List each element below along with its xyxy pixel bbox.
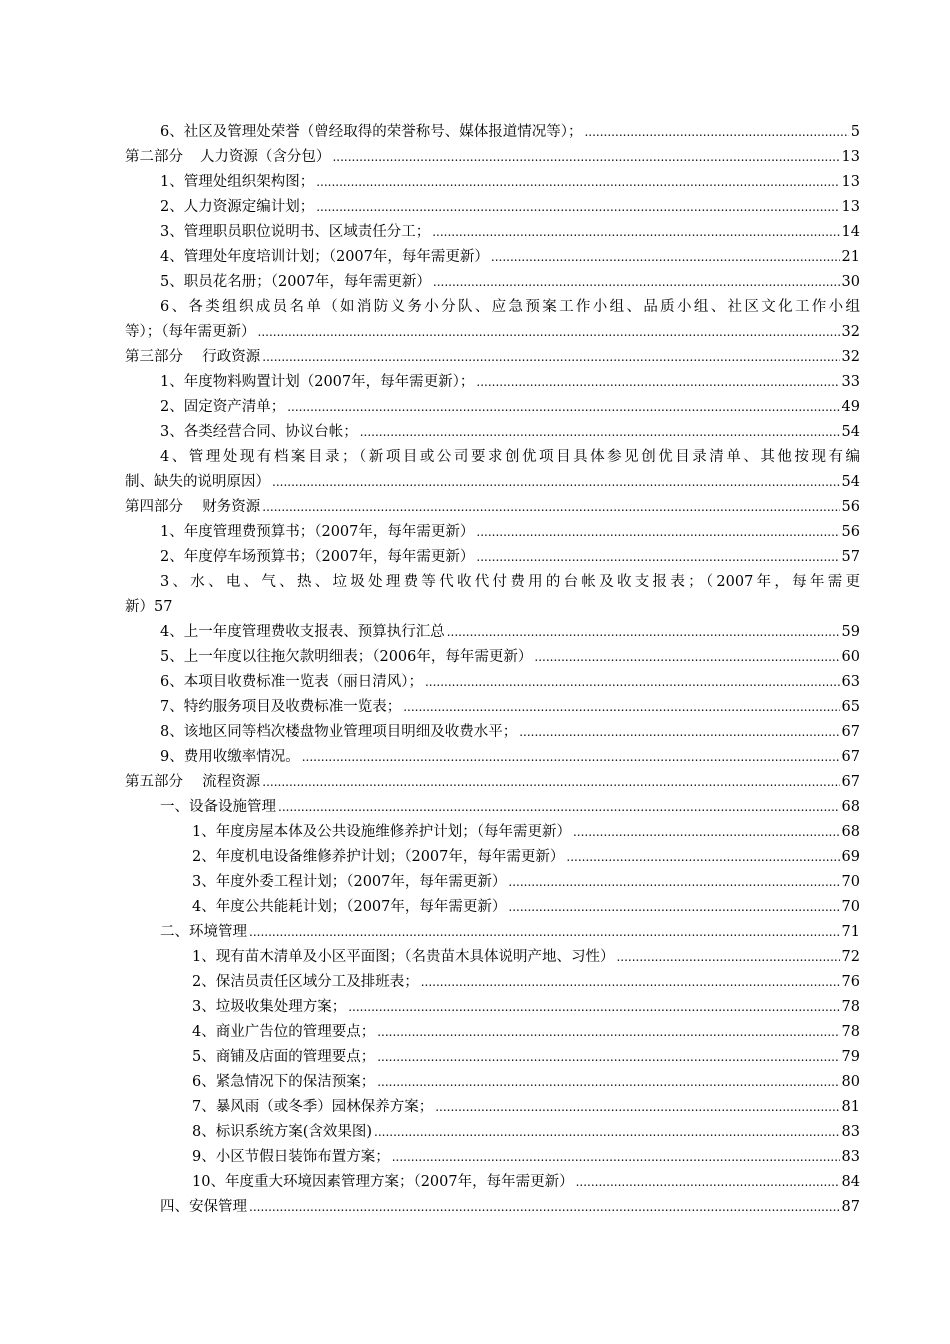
toc-part-label: 第五部分 <box>125 774 183 790</box>
toc-entry-text: 3、各类经营合同、协议台帐； <box>160 424 358 440</box>
toc-page-number: 21 <box>841 249 860 265</box>
toc-page-number: 14 <box>841 224 860 240</box>
dot-leader <box>262 345 839 370</box>
toc-entry-text: 四、安保管理 <box>160 1199 247 1215</box>
toc-page-number: 32 <box>841 324 860 340</box>
toc-entry <box>192 1095 860 1120</box>
dot-leader <box>258 320 840 345</box>
dot-leader <box>435 1095 839 1120</box>
toc-entry <box>192 970 860 995</box>
toc-page-number: 30 <box>841 274 860 290</box>
toc-entry-text: 4、上一年度管理费收支报表、预算执行汇总 <box>160 624 445 640</box>
toc-entry <box>160 120 860 145</box>
toc-entry <box>125 570 860 620</box>
toc-entry <box>160 520 860 545</box>
toc-part-label: 第四部分 <box>125 499 183 515</box>
dot-leader <box>432 220 839 245</box>
toc-entry-text: 7、特约服务项目及收费标准一览表； <box>160 699 402 715</box>
dot-leader <box>377 1020 839 1045</box>
toc-entry <box>160 670 860 695</box>
toc-entry <box>192 870 860 895</box>
toc-page-number: 79 <box>841 1049 860 1065</box>
toc-entry-text: 2、固定资产清单； <box>160 399 286 415</box>
toc-part-label: 第三部分 <box>125 349 183 365</box>
dot-leader <box>576 1170 840 1195</box>
toc-entry <box>160 645 860 670</box>
toc-page-number: 69 <box>841 849 860 865</box>
toc-page-number: 5 <box>850 124 860 140</box>
toc-entry-text: 8、标识系统方案(含效果图) <box>192 1124 373 1140</box>
toc-entry-text: 1、年度物料购置计划（2007年，每年需更新）； <box>160 374 475 390</box>
toc-page-number: 57 <box>841 549 860 565</box>
toc-entry-text: 等）；（每年需更新） <box>125 324 256 340</box>
toc-page-number: 67 <box>841 749 860 765</box>
toc-page-number: 76 <box>841 974 860 990</box>
toc-entry <box>192 845 860 870</box>
toc-page-number: 78 <box>841 999 860 1015</box>
toc-entry-text: 人力资源（含分包） <box>199 149 331 165</box>
toc-entry <box>160 1195 860 1220</box>
toc-entry-text: 3、年度外委工程计划；（2007年，每年需更新） <box>192 874 507 890</box>
toc-entry <box>160 220 860 245</box>
toc-page-number: 49 <box>841 399 860 415</box>
toc-entry-text: 流程资源 <box>202 774 261 790</box>
dot-leader <box>262 495 839 520</box>
toc-entry-text: 行政资源 <box>202 349 261 365</box>
toc-entry <box>192 945 860 970</box>
toc-page-number: 33 <box>841 374 860 390</box>
dot-leader <box>508 870 839 895</box>
toc-entry <box>192 820 860 845</box>
toc-page-number: 83 <box>841 1149 860 1165</box>
dot-leader <box>447 620 840 645</box>
toc-page-number: 13 <box>841 149 860 165</box>
toc-entry-text: 一、设备设施管理 <box>160 799 276 815</box>
dot-leader <box>491 245 840 270</box>
toc-entry-text: 二、环境管理 <box>160 924 247 940</box>
toc-entry-text: 5、商铺及店面的管理要点； <box>192 1049 376 1065</box>
toc-page-number: 54 <box>841 424 860 440</box>
toc-entry-text: 10、年度重大环境因素管理方案；（2007年，每年需更新） <box>192 1174 574 1190</box>
toc-page-number: 70 <box>841 874 860 890</box>
toc-entry <box>160 370 860 395</box>
toc-entry-text: 6、各类组织成员名单（如消防义务小分队、应急预案工作小组、品质小组、社区文化工作小组 <box>160 299 860 315</box>
dot-leader <box>519 720 839 745</box>
toc-entry <box>160 195 860 220</box>
dot-leader <box>348 995 839 1020</box>
dot-leader <box>374 1120 840 1145</box>
toc-entry <box>160 420 860 445</box>
toc-entry <box>192 895 860 920</box>
toc-entry <box>192 1070 860 1095</box>
toc-entry <box>192 1020 860 1045</box>
toc-entry-text: 2、保洁员责任区域分工及排班表； <box>192 974 419 990</box>
toc-entry-text: 5、上一年度以往拖欠款明细表；（2006年，每年需更新） <box>160 649 533 665</box>
dot-leader <box>262 770 839 795</box>
toc-page-number: 80 <box>841 1074 860 1090</box>
toc-entry <box>160 795 860 820</box>
toc-entry <box>160 245 860 270</box>
toc-page-number: 13 <box>841 174 860 190</box>
dot-leader <box>316 170 839 195</box>
dot-leader <box>278 795 840 820</box>
toc-entry-text: 1、年度房屋本体及公共设施维修养护计划；（每年需更新） <box>192 824 571 840</box>
toc-entry <box>160 170 860 195</box>
toc-entry <box>192 1120 860 1145</box>
toc-entry-text: 9、费用收缴率情况。 <box>160 749 300 765</box>
toc-entry <box>160 395 860 420</box>
toc-entry-text: 4、管理处年度培训计划；（2007年，每年需更新） <box>160 249 489 265</box>
toc-entry <box>192 1045 860 1070</box>
dot-leader <box>316 195 839 220</box>
toc-page-number: 83 <box>841 1124 860 1140</box>
dot-leader <box>573 820 840 845</box>
toc-entry-text: 4、年度公共能耗计划；（2007年，每年需更新） <box>192 899 507 915</box>
toc-entry-text: 1、现有苗木清单及小区平面图；（名贵苗木具体说明产地、习性） <box>192 949 615 965</box>
toc-part-label: 第二部分 <box>125 149 183 165</box>
toc-entry-text: 7、暴风雨（或冬季）园林保养方案； <box>192 1099 434 1115</box>
toc-entry <box>192 1145 860 1170</box>
toc-page-number: 13 <box>841 199 860 215</box>
toc-entry-text: 1、年度管理费预算书；（2007年，每年需更新） <box>160 524 475 540</box>
dot-leader <box>476 520 839 545</box>
toc-page-number: 87 <box>841 1199 860 1215</box>
dot-leader <box>377 1045 839 1070</box>
dot-leader <box>584 120 848 145</box>
dot-leader <box>508 895 839 920</box>
toc-page-number: 57 <box>154 599 173 615</box>
toc-entry-text: 3、管理职员职位说明书、区域责任分工； <box>160 224 431 240</box>
dot-leader <box>392 1145 840 1170</box>
dot-leader <box>534 645 839 670</box>
toc-entry-text: 3、垃圾收集处理方案； <box>192 999 347 1015</box>
toc-entry-text: 新） <box>125 599 154 615</box>
toc-entry-text: 2、年度停车场预算书；（2007年，每年需更新） <box>160 549 475 565</box>
dot-leader <box>249 920 840 945</box>
dot-leader <box>421 970 840 995</box>
toc-entry-text: 9、小区节假日装饰布置方案； <box>192 1149 390 1165</box>
toc-entry <box>160 545 860 570</box>
toc-entry <box>192 1170 860 1195</box>
toc-part-heading <box>125 495 860 520</box>
table-of-contents <box>0 120 950 1220</box>
dot-leader <box>249 1195 840 1220</box>
dot-leader <box>302 745 840 770</box>
toc-page-number: 84 <box>841 1174 860 1190</box>
toc-entry-text: 6、社区及管理处荣誉（曾经取得的荣誉称号、媒体报道情况等）； <box>160 124 583 140</box>
toc-page-number: 70 <box>841 899 860 915</box>
toc-entry <box>160 620 860 645</box>
dot-leader <box>360 420 840 445</box>
toc-page-number: 68 <box>841 824 860 840</box>
toc-part-heading <box>125 145 860 170</box>
dot-leader <box>476 370 839 395</box>
dot-leader <box>287 395 839 420</box>
dot-leader <box>425 670 840 695</box>
toc-entry-text: 4、管理处现有档案目录；（新项目或公司要求创优项目具体参见创优目录清单、其他按现有编 <box>160 449 860 465</box>
toc-entry <box>160 270 860 295</box>
toc-entry-text: 2、年度机电设备维修养护计划；（2007年，每年需更新） <box>192 849 565 865</box>
dot-leader <box>566 845 839 870</box>
toc-entry <box>160 695 860 720</box>
toc-page-number: 56 <box>841 524 860 540</box>
toc-entry-text: 3、水、电、气、热、垃圾处理费等代收代付费用的台帐及收支报表；（2007年，每年需更 <box>160 574 860 590</box>
dot-leader <box>403 695 839 720</box>
toc-entry-text: 4、商业广告位的管理要点； <box>192 1024 376 1040</box>
dot-leader <box>476 545 839 570</box>
toc-page-number: 81 <box>841 1099 860 1115</box>
toc-page-number: 78 <box>841 1024 860 1040</box>
toc-page-number: 59 <box>841 624 860 640</box>
toc-entry-text: 2、人力资源定编计划； <box>160 199 315 215</box>
toc-page-number: 32 <box>841 349 860 365</box>
toc-page-number: 65 <box>841 699 860 715</box>
toc-entry-text: 8、该地区同等档次楼盘物业管理项目明细及收费水平； <box>160 724 518 740</box>
toc-entry-text: 6、本项目收费标准一览表（丽日清风）； <box>160 674 423 690</box>
toc-page-number: 71 <box>841 924 860 940</box>
toc-entry-text: 5、职员花名册；（2007年，每年需更新） <box>160 274 431 290</box>
toc-page-number: 72 <box>841 949 860 965</box>
toc-entry-text: 1、管理处组织架构图； <box>160 174 315 190</box>
toc-part-heading <box>125 345 860 370</box>
dot-leader <box>377 1070 839 1095</box>
toc-entry-text: 6、紧急情况下的保洁预案； <box>192 1074 376 1090</box>
toc-entry-text: 财务资源 <box>202 499 261 515</box>
toc-page-number: 67 <box>841 724 860 740</box>
toc-page-number: 67 <box>841 774 860 790</box>
toc-page-number: 63 <box>841 674 860 690</box>
toc-page-number: 60 <box>841 649 860 665</box>
dot-leader <box>616 945 839 970</box>
toc-entry <box>160 920 860 945</box>
toc-entry <box>160 720 860 745</box>
dot-leader <box>332 145 839 170</box>
toc-page-number: 68 <box>841 799 860 815</box>
toc-entry-text: 制、缺失的说明原因） <box>125 474 270 490</box>
dot-leader <box>272 470 840 495</box>
toc-entry <box>125 295 860 345</box>
dot-leader <box>433 270 840 295</box>
toc-entry <box>125 445 860 495</box>
toc-part-heading <box>125 770 860 795</box>
toc-entry <box>160 745 860 770</box>
toc-page-number: 56 <box>841 499 860 515</box>
toc-entry <box>192 995 860 1020</box>
toc-page-number: 54 <box>841 474 860 490</box>
